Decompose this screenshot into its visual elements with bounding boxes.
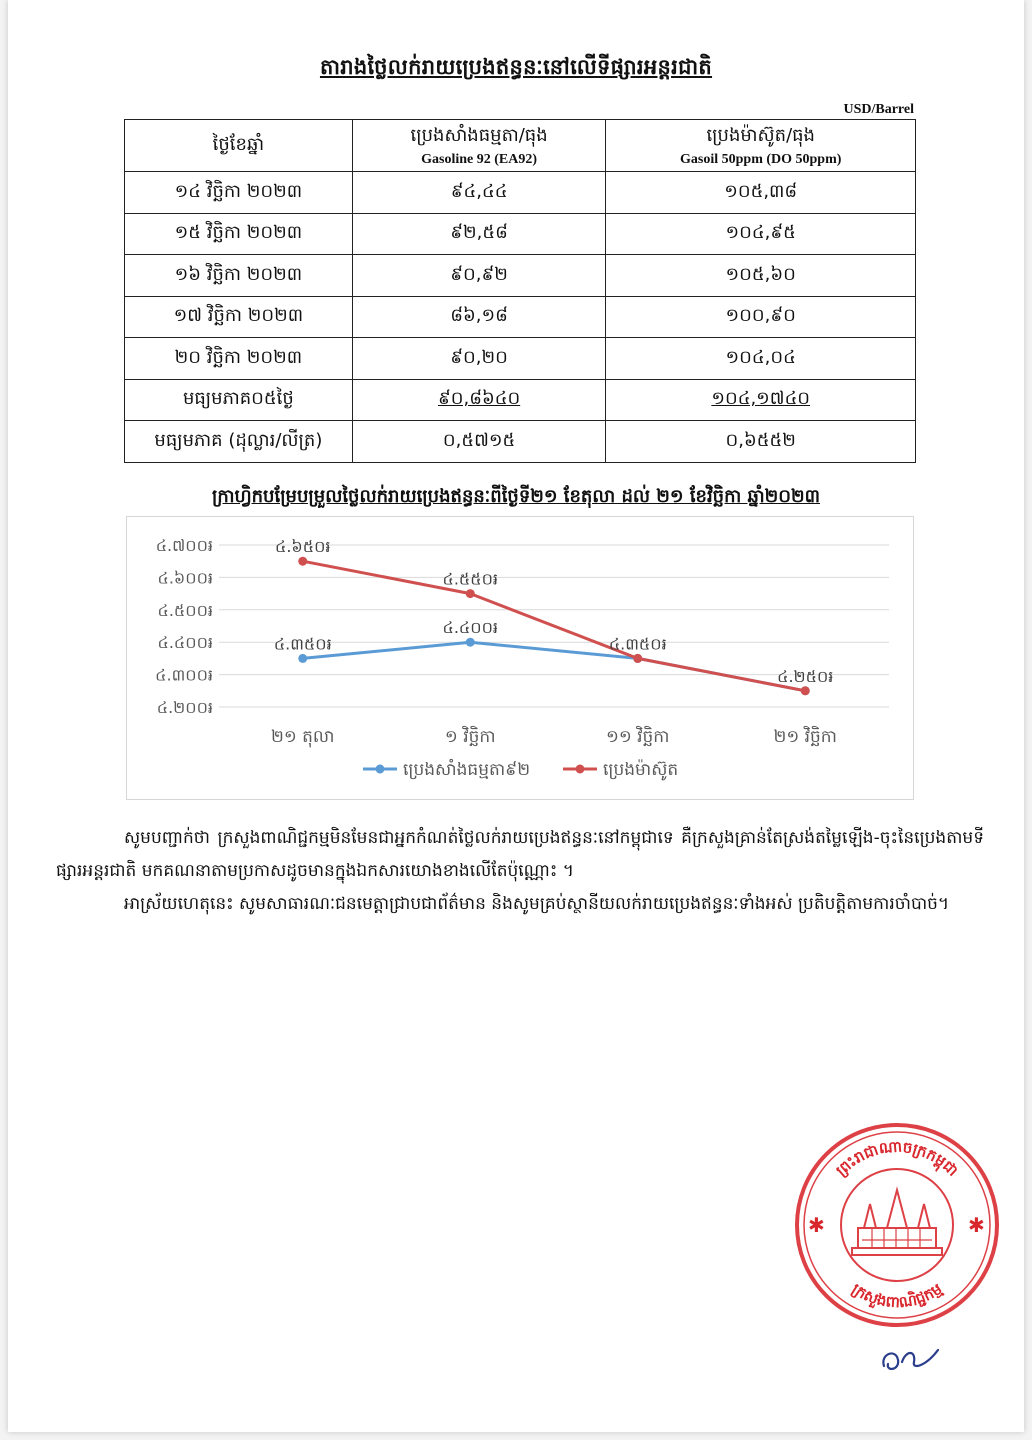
data-label: ៤.២៥០៛ [777,666,834,686]
data-point [298,557,307,566]
x-tick-label: ២១ វិច្ឆិកា [773,727,838,747]
legend-marker-icon [576,765,585,774]
header-gasoil: ប្រេងម៉ាស៊ូត/ធុង Gasoil 50ppm (DO 50ppm) [606,120,916,172]
x-tick-label: ១១ វិច្ឆិកា [605,727,670,747]
signature-initials [876,1336,946,1376]
table-row [125,255,916,297]
cell-gasoil: ១០៤,៩៥ [606,213,916,255]
series-line [303,561,806,691]
average-per-litre-gasoil: ០,៦៥៥២ [606,421,916,463]
table-row [125,172,916,214]
data-label: ៤.៥៥០៛ [442,569,498,589]
star-icon: ✱ [808,1213,825,1237]
data-label: ៤.៣៥០៛ [273,634,332,654]
header-gasoline: ប្រេងសាំងធម្មតា/ធុង Gasoline 92 (EA92) [352,120,606,172]
body-text [56,822,984,921]
header-date: ថ្ងៃខែឆ្នាំ [125,120,353,172]
stamp-top-text: ព្រះរាជាណាចក្រកម្ពុជា [832,1137,962,1180]
data-label: ៤.៤០០៛ [442,618,498,638]
cell-gasoline: ៨៦,១៨ [352,296,606,338]
star-icon: ✱ [968,1213,985,1237]
y-tick-label: ៤.៣០០៛ [155,665,213,685]
y-tick-label: ៤.៤០០៛ [157,633,213,653]
cell-gasoline: ៩០,៩២ [352,255,606,297]
legend-marker-icon [376,765,385,774]
data-point [466,589,475,598]
series-line [303,642,806,691]
paragraph-request: អាស្រ័យហេតុនេះ សូមសាធារណៈជនមេត្តាជ្រាបជាព័ត៌មាន និងសូមគ្រប់ស្ថានីយលក់រាយប្រេងឥន្ធនៈទាំងអស់ ប្រតិបត្តិតាមការចាំបាច់។ [124,894,950,914]
legend-label: ប្រេងសាំងធម្មតា៩២ [403,760,531,780]
table-row [125,296,916,338]
cell-gasoline: ៩២,៥៨ [352,213,606,255]
y-tick-label: ៤.៧០០៛ [155,536,213,555]
price-table [124,119,916,463]
cell-date: ១៧ វិច្ឆិកា ២០២៣ [125,296,353,338]
price-line-chart [126,516,914,800]
cell-gasoil: ១០០,៩០ [606,296,916,338]
cell-gasoil: ១០៥,៦០ [606,255,916,297]
unit-label: USD/Barrel [843,102,914,117]
data-point [466,638,475,647]
table-row [125,213,916,255]
table-header-row [125,120,916,172]
y-tick-label: ៤.២០០៛ [156,698,213,717]
document-title: តារាងថ្លៃលក់រាយប្រេងឥន្ធនៈនៅលើទីផ្សារអន្តរជាតិ [319,55,713,79]
cell-date: ១៥ វិច្ឆិកា ២០២៣ [125,213,353,255]
paragraph-clarification: សូមបញ្ជាក់ថា ក្រសួងពាណិជ្ជកម្មមិនមែនជាអ្នកកំណត់ថ្លៃលក់រាយប្រេងឥន្ធនៈនៅកម្ពុជាទេ គឺក្រសួងគ្រាន់តែស្រង់តម្លៃឡើង-ចុះនៃប្រេងតាមទីផ្សារអន្តរជាតិ មកគណនាតាមប្រកាសដូចមានក្នុងឯកសារយោងខាងលើតែប៉ុណ្ណោះ ។ [56,828,984,881]
average-per-litre-label: មធ្យមភាគ (ដុល្លារ/លីត្រ) [125,421,353,463]
legend-label: ប្រេងម៉ាស៊ូត [603,760,679,780]
cell-date: ២០ វិច្ឆិកា ២០២៣ [125,338,353,380]
average-5days-label: មធ្យមភាគ០៥ថ្ងៃ [125,379,353,421]
cell-gasoline: ៩៤,៤៤ [352,172,606,214]
average-5days-gasoil: ១០៤,១៧៤០ [606,379,916,421]
ministry-seal-stamp [792,1120,1002,1330]
chart-canvas [127,517,915,801]
average-5days-row [125,379,916,421]
cell-date: ១៤ វិច្ឆិកា ២០២៣ [125,172,353,214]
data-point [298,654,307,663]
cell-gasoil: ១០៥,៣៨ [606,172,916,214]
chart-title: ក្រាហ្វិកបម្រែបម្រួលថ្លៃលក់រាយប្រេងឥន្ធនៈពីថ្ងៃទី២១ ខែតុលា ដល់ ២១ ខែវិច្ឆិកា ឆ្នាំ២០២៣ [211,486,821,507]
stamp-bottom-text: ក្រសួងពាណិជ្ជកម្ម [848,1279,946,1312]
y-tick-label: ៤.៥០០៛ [157,600,213,620]
cell-date: ១៦ វិច្ឆិកា ២០២៣ [125,255,353,297]
average-5days-gasoline: ៩០,៨៦៤០ [352,379,606,421]
table-row [125,338,916,380]
y-tick-label: ៤.៦០០៛ [157,568,213,588]
average-per-litre-gasoline: ០,៥៧១៥ [352,421,606,463]
data-point [801,686,810,695]
cell-gasoil: ១០៤,០៤ [606,338,916,380]
average-per-litre-row [125,421,916,463]
cell-gasoline: ៩០,២០ [352,338,606,380]
x-tick-label: ២១ តុលា [270,727,335,747]
data-label: ៤.៦៥០៛ [275,537,331,557]
data-label: ៤.៣៥០៛ [608,634,667,654]
data-point [633,654,642,663]
x-tick-label: ១ វិច្ឆិកា [444,727,496,747]
